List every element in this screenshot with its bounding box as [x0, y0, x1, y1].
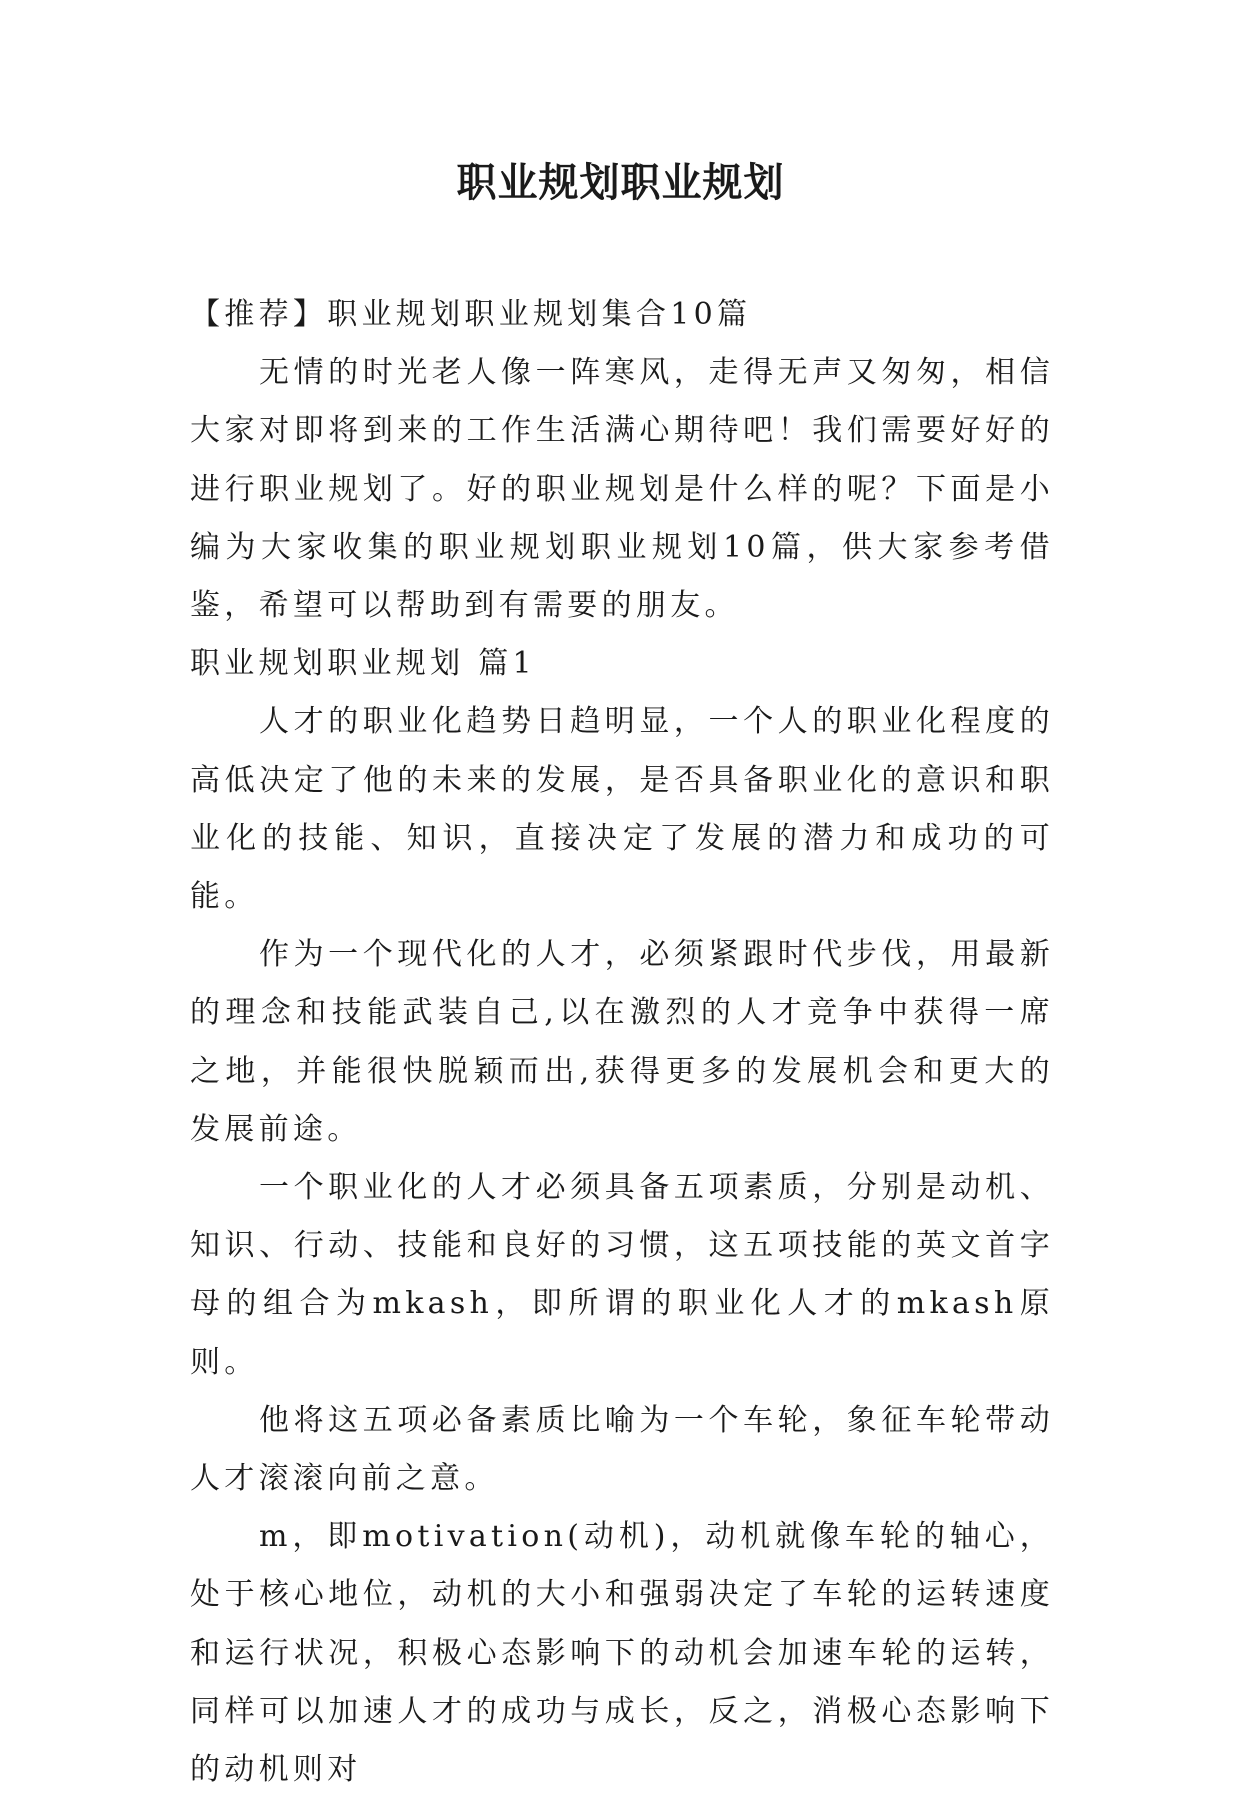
section-heading: 职业规划职业规划 篇1 [190, 646, 536, 682]
paragraph: 无情的时光老人像一阵寒风，走得无声又匆匆，相信大家对即将到来的工作生活满心期待吧！我们需要好好的进行职业规划了。好的职业规划是什么样的呢？下面是小编为大家收集的职业规划职业规划10篇，供大家参考借鉴，希望可以帮助到有需要的朋友。 [190, 355, 1054, 624]
document-body [190, 286, 1054, 1799]
intro-heading: 【推荐】职业规划职业规划集合10篇 [190, 297, 752, 332]
paragraph: 人才的职业化趋势日趋明显，一个人的职业化程度的高低决定了他的未来的发展，是否具备职业化的意识和职业化的技能、知识，直接决定了发展的潜力和成功的可能。 [190, 704, 1054, 915]
document-title: 职业规划职业规划 [456, 159, 785, 206]
paragraph: 作为一个现代化的人才，必须紧跟时代步伐，用最新的理念和技能武装自己,以在激烈的人才竞争中获得一席之地，并能很快脱颖而出,获得更多的发展机会和更大的发展前途。 [190, 937, 1054, 1147]
paragraph: 一个职业化的人才必须具备五项素质，分别是动机、知识、行动、技能和良好的习惯，这五项技能的英文首字母的组合为mkash，即所谓的职业化人才的mkash原则。 [190, 1170, 1054, 1380]
paragraph: 他将这五项必备素质比喻为一个车轮，象征车轮带动人才滚滚向前之意。 [190, 1402, 1054, 1497]
paragraph: m，即motivation(动机)，动机就像车轮的轴心，处于核心地位，动机的大小和强弱决定了车轮的运转速度和运行状况，积极心态影响下的动机会加速车轮的运转，同样可以加速人才的成功与成长，反之，消极心态影响下的动机则对 [190, 1519, 1054, 1788]
